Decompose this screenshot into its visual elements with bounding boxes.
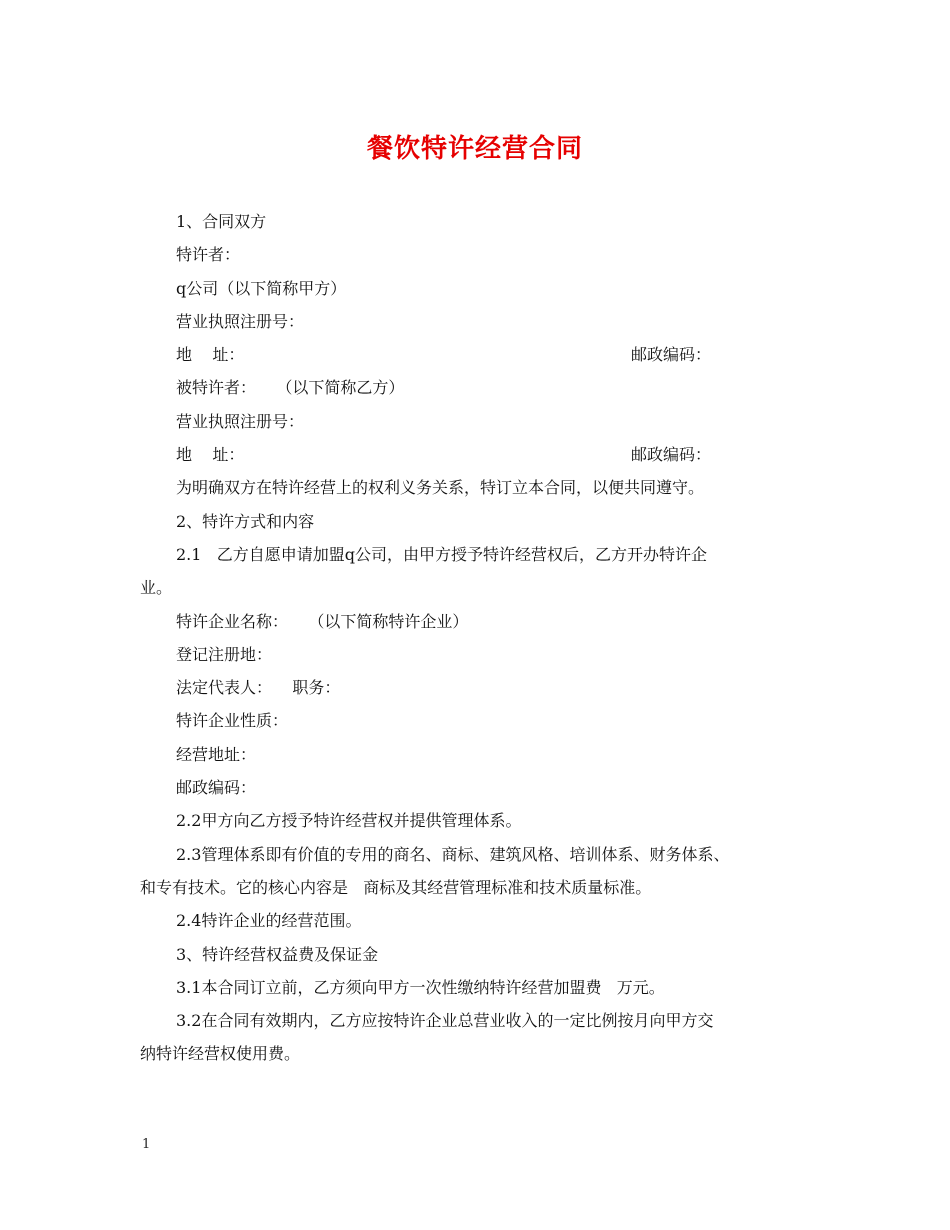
text-line: 登记注册地： <box>176 644 273 664</box>
address-row <box>140 338 711 371</box>
address-label: 地 址： <box>176 445 245 465</box>
section-heading: 1、合同双方 <box>176 212 267 231</box>
text-line: 被特许者： （以下简称乙方） <box>176 378 405 398</box>
text-line: 纳特许经营权使用费。 <box>140 1044 301 1064</box>
text-line: 2.4特许企业的经营范围。 <box>176 911 362 931</box>
text-line: 邮政编码： <box>176 778 257 798</box>
text-line: 特许企业性质： <box>176 711 289 731</box>
text-line: 3.1本合同订立前，乙方须向甲方一次性缴纳特许经营加盟费 万元。 <box>176 977 665 997</box>
text-line: 业。 <box>140 578 173 598</box>
address-label: 地 址： <box>176 345 245 365</box>
text-line: q公司（以下简称甲方） <box>176 278 347 298</box>
text-line: 3.2在合同有效期内，乙方应按特许企业总营业收入的一定比例按月向甲方交 <box>176 1011 714 1031</box>
document-title: 餐饮特许经营合同 <box>366 134 583 164</box>
text-line: 为明确双方在特许经营上的权利义务关系，特订立本合同，以便共同遵守。 <box>176 478 705 498</box>
text-line: 2.1 乙方自愿申请加盟q公司，由甲方授予特许经营权后，乙方开办特许企 <box>176 544 707 564</box>
text-line: 营业执照注册号： <box>176 411 305 431</box>
text-line: 和专有技术。它的核心内容是 商标及其经营管理标准和技术质量标准。 <box>140 877 652 897</box>
address-row <box>140 438 711 471</box>
text-line: 法定代表人： 职务： <box>176 678 341 698</box>
text-line: 特许者： <box>176 245 241 265</box>
postal-code-label: 邮政编码： <box>630 445 711 465</box>
text-line: 经营地址： <box>176 744 257 764</box>
postal-code-label: 邮政编码： <box>630 345 711 365</box>
text-line: 营业执照注册号： <box>176 311 305 331</box>
text-line: 特许企业名称： （以下简称特许企业） <box>176 611 469 631</box>
section-heading: 2、特许方式和内容 <box>176 511 315 531</box>
text-line: 2.3管理体系即有价值的专用的商名、商标、建筑风格、培训体系、财务体系、 <box>176 844 730 864</box>
document-body <box>140 205 830 1071</box>
text-line: 2.2甲方向乙方授予特许经营权并提供管理体系。 <box>176 811 522 831</box>
section-heading: 3、特许经营权益费及保证金 <box>176 944 379 964</box>
page-number: 1 <box>142 1137 151 1152</box>
